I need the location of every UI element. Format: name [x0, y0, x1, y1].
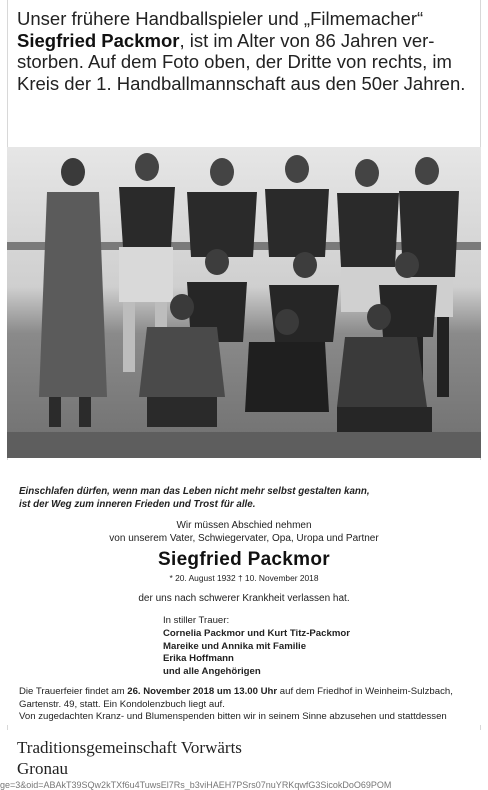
mourner-item: Cornelia Packmor und Kurt Titz-Packmor	[163, 627, 350, 639]
obituary-quote	[19, 486, 370, 511]
caption-name: Siegfried Packmor	[17, 29, 180, 51]
funeral-text-2: auf dem Friedhof in Weinheim-Sulzbach,	[277, 686, 453, 697]
team-photo-illustration	[7, 147, 481, 458]
farewell-line-1: Wir müssen Abschied nehmen	[176, 520, 312, 531]
mourner-item: und alle Angehörigen	[163, 666, 261, 678]
deceased-name: Siegfried Packmor	[158, 549, 330, 570]
mourner-item: Mareike und Annika mit Familie	[163, 640, 307, 652]
funeral-text-1: Die Trauerfeier findet am	[19, 686, 128, 697]
funeral-date: 26. November 2018 um 13.00 Uhr	[127, 686, 278, 697]
source-title-line-2: Gronau	[17, 759, 68, 778]
passing-line: der uns nach schwerer Krankheit verlassen hat.	[138, 593, 350, 604]
obituary-notice	[7, 460, 481, 725]
mourning-heading: In stiller Trauer:	[163, 615, 230, 626]
quote-line-1: Einschlafen dürfen, wenn man das Leben nicht mehr selbst gestalten kann,	[19, 486, 370, 497]
funeral-info	[19, 686, 479, 724]
post-source-link[interactable]	[17, 737, 242, 779]
source-title-line-1: Traditionsgemeinschaft Vorwärts	[17, 738, 242, 757]
quote-line-2: ist der Weg zum inneren Frieden und Trost für alle.	[19, 498, 256, 510]
status-url: ge=3&oid=ABAkT39SQw2kTXf6u4TuwsEl7Rs_b3viHAEH7PSrs07nuYRKqwfG3SicokDoO69POM	[0, 780, 392, 790]
mourners-block	[163, 615, 350, 679]
team-photo	[7, 147, 481, 458]
mourner-item: Erika Hoffmann	[163, 653, 234, 665]
post-caption	[17, 8, 477, 94]
funeral-line-3: Von zugedachten Kranz- und Blumenspenden bitten wir in seinem Sinne abzusehen und stattdessen	[19, 711, 447, 722]
caption-body: , ist im Alter von 86 Jahren ver-storben. Auf dem Foto oben, der Dritte von rechts, im Kreis der 1. Handballmannschaft aus den 50er Jahren.	[17, 29, 466, 94]
post-card	[7, 0, 481, 790]
farewell-line-2: von unserem Vater, Schwiegervater, Opa, Uropa und Partner	[109, 533, 379, 544]
funeral-line-2: Gartenstr. 49, statt. Ein Kondolenzbuch liegt auf.	[19, 698, 225, 710]
caption-intro: Unser frühere Handballspieler und „Filmemacher“	[17, 8, 424, 29]
life-dates: * 20. August 1932 † 10. November 2018	[169, 573, 319, 583]
